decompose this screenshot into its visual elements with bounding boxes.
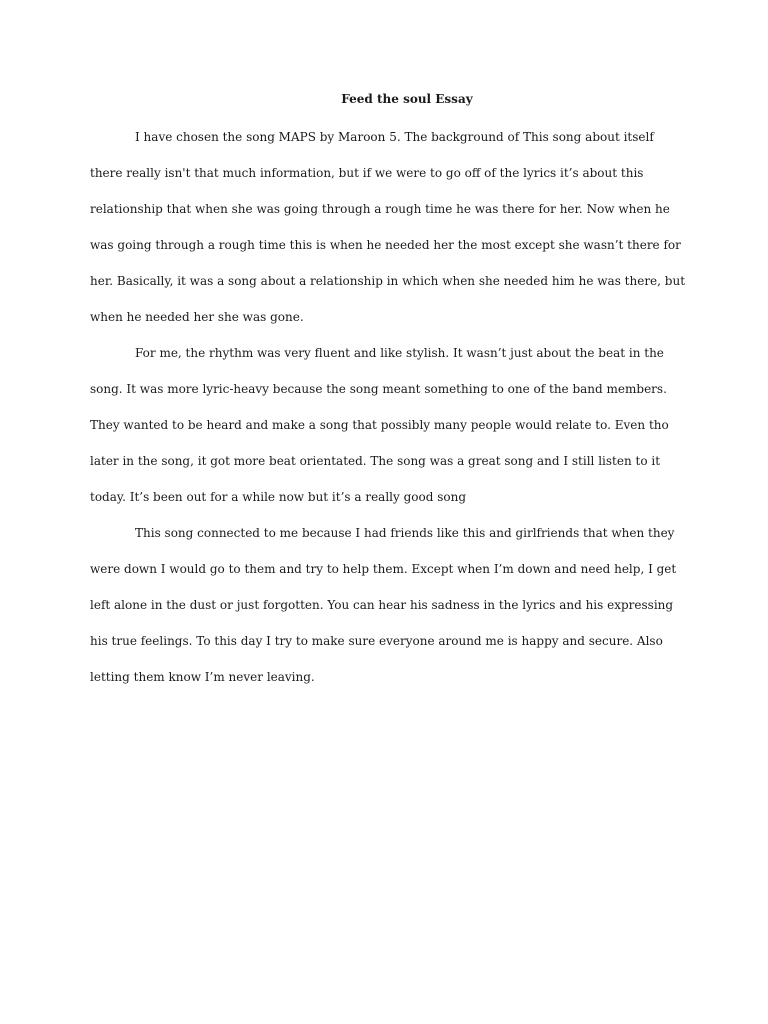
paragraph-3 — [90, 523, 680, 703]
paragraph-line: his true feelings. To this day I try to make sure everyone around me is happy and secure. Also — [90, 634, 663, 648]
paragraph-line: relationship that when she was going through a rough time he was there for her. Now when he — [90, 202, 670, 216]
paragraph-line: were down I would go to them and try to help them. Except when I’m down and need help, I get — [90, 562, 677, 576]
paragraph-line: there really isn't that much information, but if we were to go off of the lyrics it’s about this — [90, 166, 644, 180]
paragraph-line: song. It was more lyric-heavy because the song meant something to one of the band members. — [90, 382, 667, 396]
paragraph-2 — [90, 343, 680, 523]
paragraph-line: later in the song, it got more beat orientated. The song was a great song and I still listen to it — [90, 454, 661, 468]
paragraph-line: letting them know I’m never leaving. — [90, 670, 315, 684]
paragraph-line: For me, the rhythm was very fluent and like stylish. It wasn’t just about the beat in the — [135, 346, 664, 360]
paragraph-line: This song connected to me because I had friends like this and girlfriends that when they — [135, 526, 675, 540]
essay-body — [90, 127, 686, 703]
paragraph-line: her. Basically, it was a song about a relationship in which when she needed him he was there, but — [90, 274, 686, 288]
paragraph-line: I have chosen the song MAPS by Maroon 5. The background of This song about itself — [135, 130, 654, 144]
paragraph-line: when he needed her she was gone. — [90, 310, 304, 324]
paragraph-1 — [90, 127, 686, 343]
paragraph-line: today. It’s been out for a while now but it’s a really good song — [90, 490, 467, 504]
paragraph-line: They wanted to be heard and make a song that possibly many people would relate to. Even tho — [90, 418, 669, 432]
paragraph-line: left alone in the dust or just forgotten. You can hear his sadness in the lyrics and his expressing — [90, 598, 674, 612]
paragraph-line: was going through a rough time this is when he needed her the most except she wasn’t there for — [90, 238, 681, 252]
essay-title: Feed the soul Essay — [341, 92, 473, 106]
